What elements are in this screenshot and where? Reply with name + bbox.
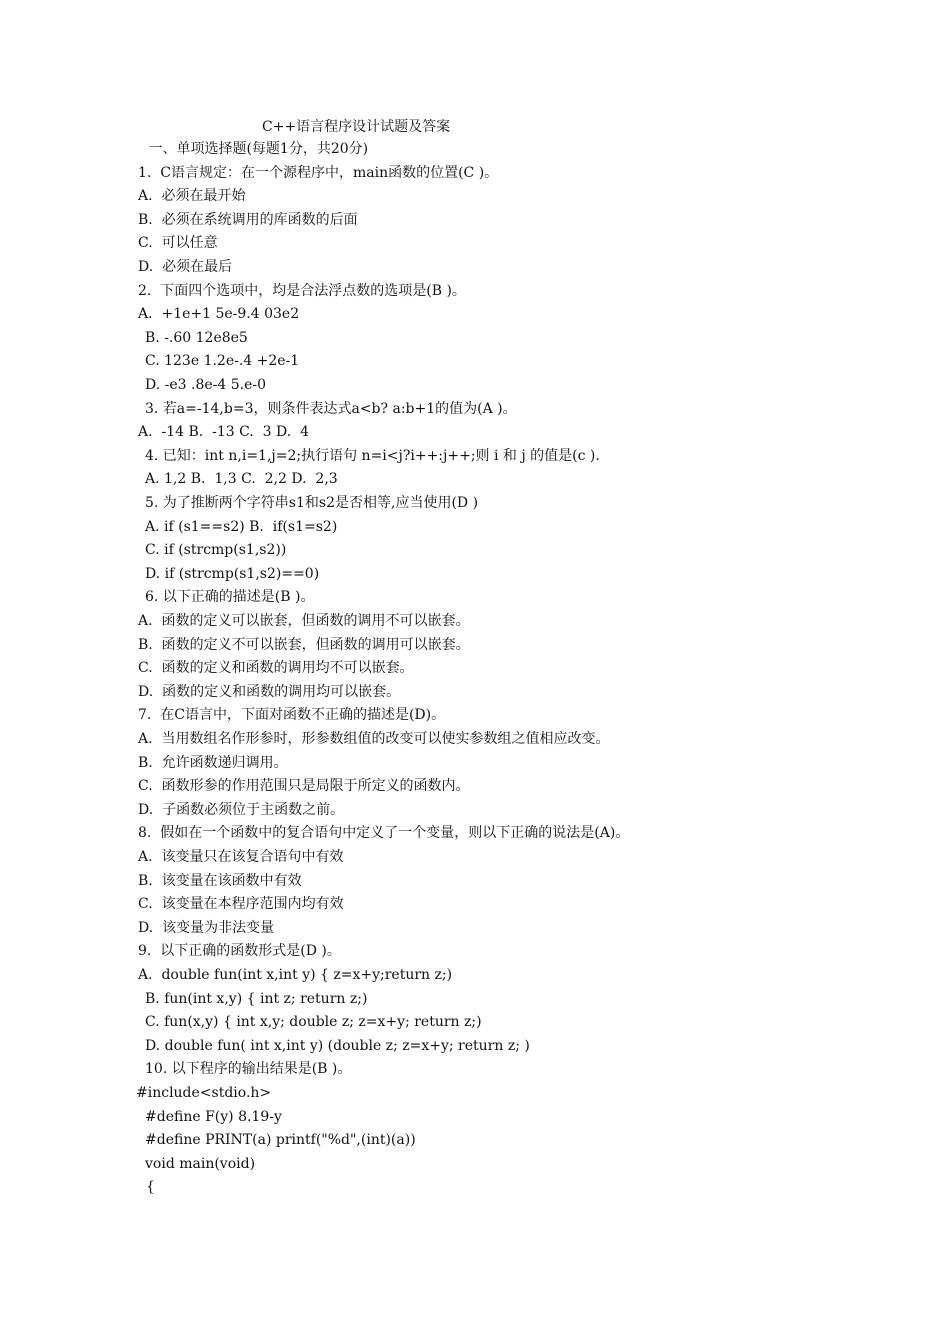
document-line: C. 函数形参的作用范围只是局限于所定义的函数内。: [138, 778, 470, 795]
document-line: C. fun(x,y) { int x,y; double z; z=x+y; return z;): [145, 1014, 482, 1031]
document-line: B. 该变量在该函数中有效: [138, 872, 302, 889]
document-title: C++语言程序设计试题及答案: [262, 119, 451, 135]
document-line: C. 可以任意: [138, 235, 218, 252]
document-line: A. -14 B. -13 C. 3 D. 4: [138, 424, 309, 441]
document-line: B. 函数的定义不可以嵌套，但函数的调用可以嵌套。: [138, 636, 470, 653]
document-line: D. if (strcmp(s1,s2)==0): [145, 565, 320, 582]
document-line: B. 允许函数递归调用。: [138, 754, 288, 771]
document-line: D. double fun( int x,int y) (double z; z=x+y; return z; ): [145, 1037, 530, 1054]
document-line: 一、单项选择题(每题1分，共20分): [144, 141, 369, 157]
document-line: D. 子函数必须位于主函数之前。: [138, 801, 345, 818]
document-line: C. if (strcmp(s1,s2)): [145, 542, 287, 559]
document-line: #define F(y) 8.19-y: [145, 1108, 282, 1125]
document-line: D. -e3 .8e-4 5.e-0: [145, 377, 267, 393]
document-line: C. 123e 1.2e-.4 +2e-1: [145, 353, 300, 370]
document-line: A. if (s1==s2) B. if(s1=s2): [145, 518, 338, 535]
document-line: 1. C语言规定：在一个源程序中，main函数的位置(C )。: [138, 164, 499, 181]
document-line: #include<stdio.h>: [136, 1085, 272, 1101]
document-line: A. 该变量只在该复合语句中有效: [138, 849, 344, 865]
document-line: A. 1,2 B. 1,3 C. 2,2 D. 2,3: [145, 471, 338, 488]
document-line: 3. 若a=-14,b=3，则条件表达式a<b? a:b+1的值为(A )。: [145, 400, 517, 417]
document-line: 7. 在C语言中，下面对函数不正确的描述是(D)。: [138, 707, 446, 724]
document-line: A. +1e+1 5e-9.4 03e2: [138, 306, 300, 323]
document-line: A. 函数的定义可以嵌套，但函数的调用不可以嵌套。: [138, 613, 470, 629]
document-line: 9. 以下正确的函数形式是(D )。: [138, 943, 341, 960]
document-line: C. 函数的定义和函数的调用均不可以嵌套。: [138, 660, 414, 677]
document-line: D. 必须在最后: [138, 259, 233, 275]
document-line: 6. 以下正确的描述是(B )。: [145, 589, 315, 606]
document-line: B. fun(int x,y) { int z; return z;): [145, 990, 368, 1007]
document-line: B. 必须在系统调用的库函数的后面: [138, 211, 358, 228]
document-line: 2. 下面四个选项中，均是合法浮点数的选项是(B )。: [138, 282, 466, 299]
document-line: 4. 已知：int n,i=1,j=2;执行语句 n=i<j?i++:j++;则 i 和 j 的值是(c ).: [145, 447, 600, 464]
document-line: #define PRINT(a) printf("%d",(int)(a)): [145, 1132, 416, 1149]
document-line: A. 必须在最开始: [138, 188, 246, 205]
document-line: A. 当用数组名作形参时，形参数组值的改变可以使实参数组之值相应改变。: [138, 731, 610, 747]
document-line: A. double fun(int x,int y) { z=x+y;return z;): [138, 967, 453, 983]
document-line: 5. 为了推断两个字符串s1和s2是否相等,应当使用(D ): [145, 495, 479, 511]
document-line: void main(void): [145, 1155, 256, 1172]
document-line: 8. 假如在一个函数中的复合语句中定义了一个变量，则以下正确的说法是(A)。: [138, 825, 630, 842]
document-line: C. 该变量在本程序范围内均有效: [138, 896, 344, 913]
document-line: 10. 以下程序的输出结果是(B )。: [145, 1061, 352, 1078]
document-line: D. 函数的定义和函数的调用均可以嵌套。: [138, 683, 401, 700]
document-line: {: [146, 1179, 155, 1196]
document-line: D. 该变量为非法变量: [138, 919, 275, 936]
document-line: B. -.60 12e8e5: [145, 329, 248, 346]
